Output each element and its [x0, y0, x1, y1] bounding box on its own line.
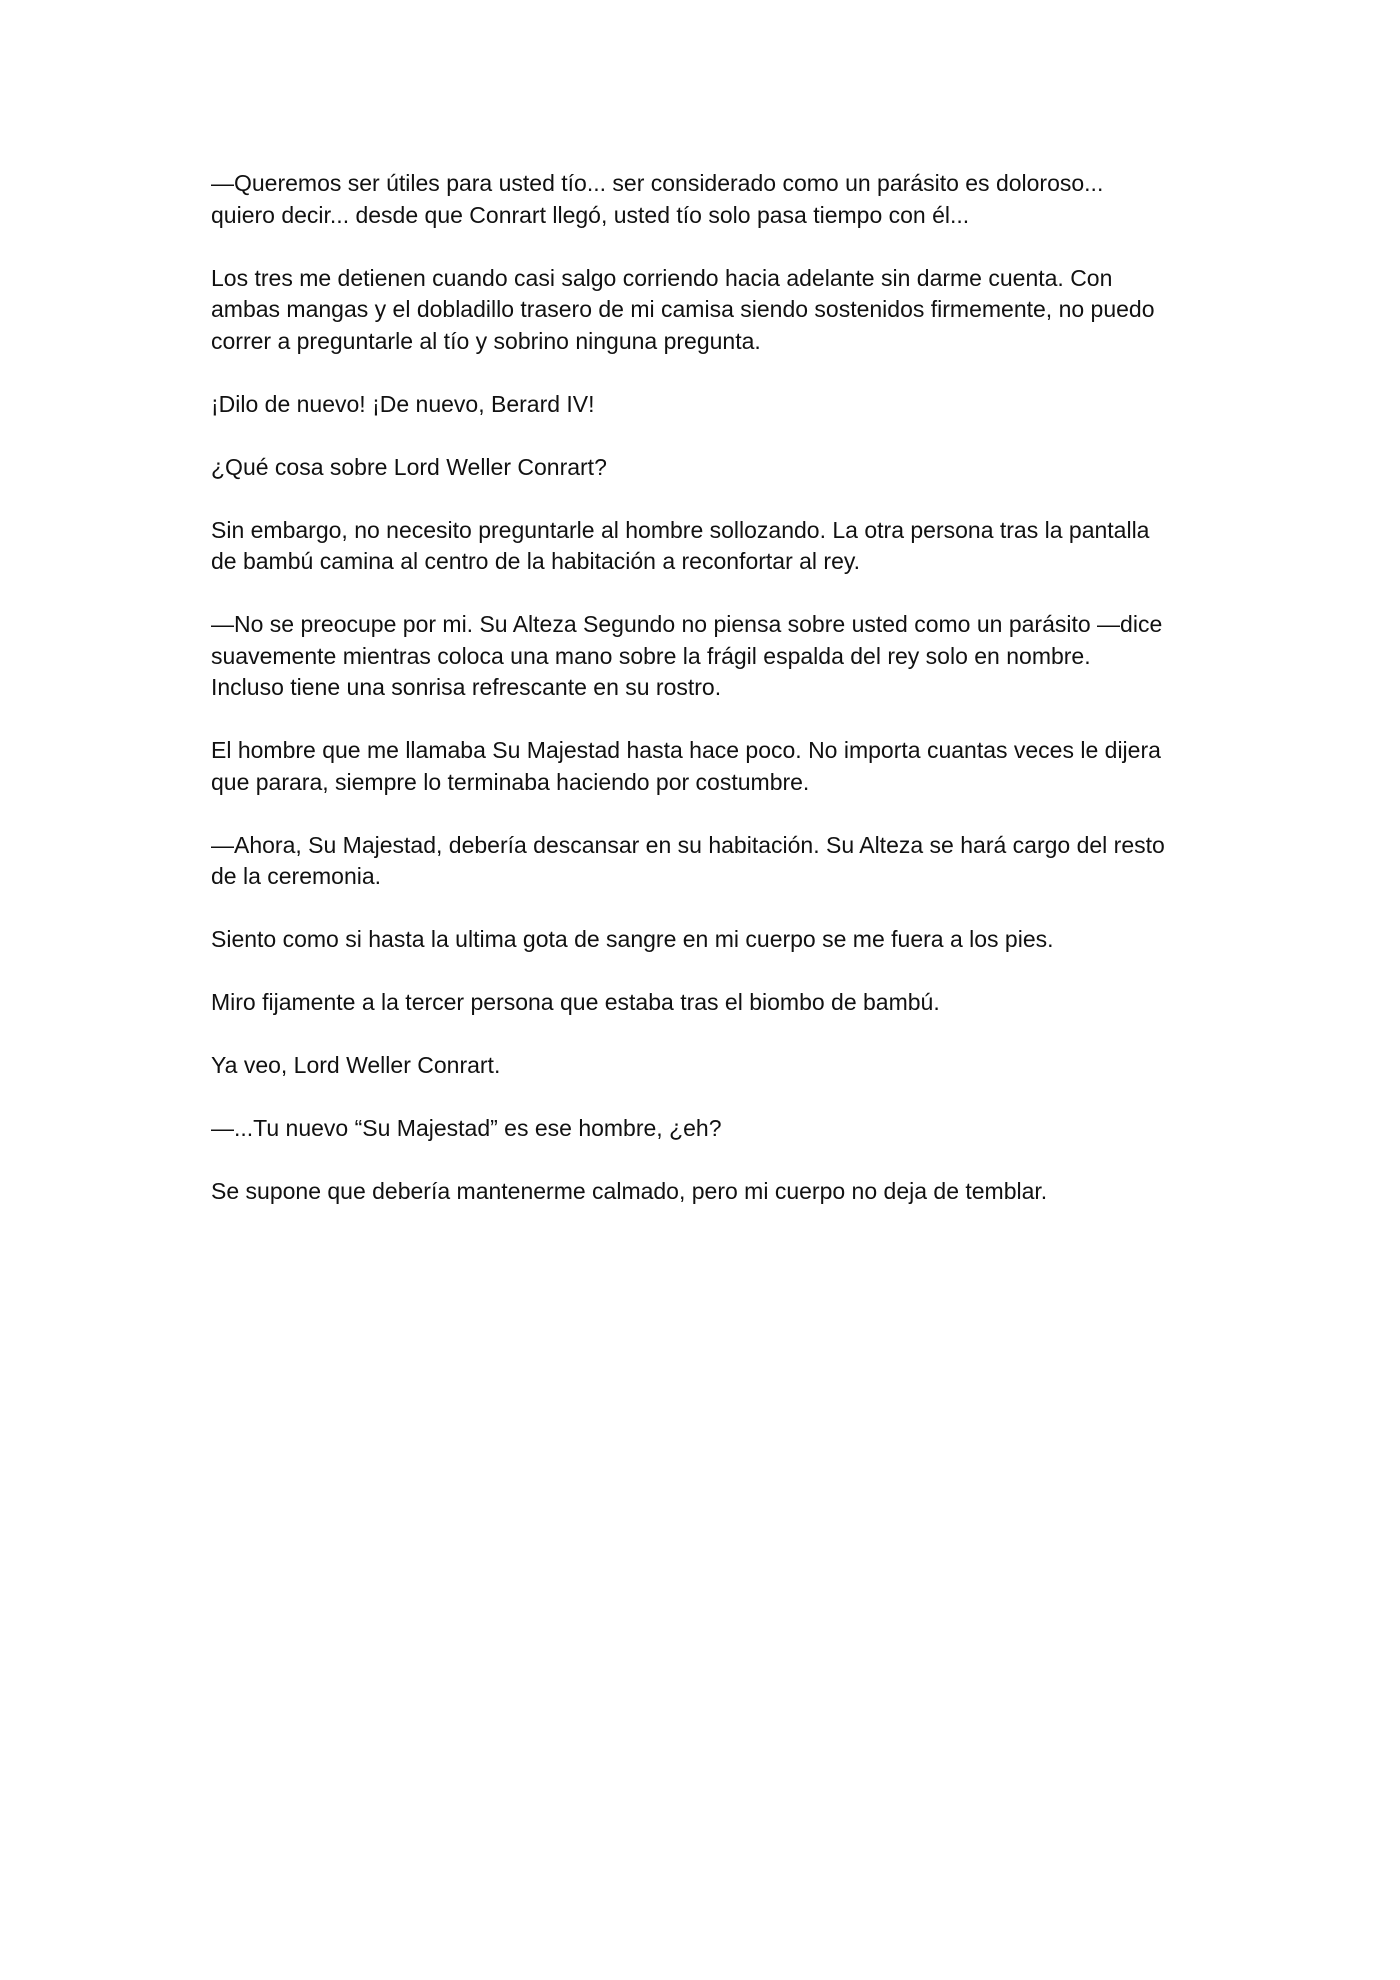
document-body [211, 168, 1201, 1239]
paragraph-7: El hombre que me llamaba Su Majestad hasta hace poco. No importa cuantas veces le dijera que parara, siempre lo terminaba haciendo por costumbre. [211, 737, 1161, 795]
paragraph-9: Siento como si hasta la ultima gota de sangre en mi cuerpo se me fuera a los pies. [211, 926, 1054, 952]
paragraph-12: —...Tu nuevo “Su Majestad” es ese hombre, ¿eh? [211, 1115, 722, 1141]
paragraph-11: Ya veo, Lord Weller Conrart. [211, 1052, 501, 1078]
paragraph-6: —No se preocupe por mi. Su Alteza Segundo no piensa sobre usted como un parásito —dice suavemente mientras coloca una mano sobre la frágil espalda del rey solo en nombre. Incluso tiene una sonrisa refrescante en su rostro. [211, 611, 1163, 700]
paragraph-8: —Ahora, Su Majestad, debería descansar en su habitación. Su Alteza se hará cargo del resto de la ceremonia. [211, 831, 1165, 889]
paragraph-10: Miro fijamente a la tercer persona que estaba tras el biombo de bambú. [211, 989, 940, 1015]
paragraph-5: Sin embargo, no necesito preguntarle al hombre sollozando. La otra persona tras la pantalla de bambú camina al centro de la habitación a reconfortar al rey. [211, 516, 1150, 574]
paragraph-4: ¿Qué cosa sobre Lord Weller Conrart? [211, 453, 607, 480]
paragraph-1: —Queremos ser útiles para usted tío... ser considerado como un parásito es doloroso... quiero decir... desde que Conrart llegó, usted tío solo pasa tiempo con él... [211, 170, 1104, 228]
paragraph-2: Los tres me detienen cuando casi salgo corriendo hacia adelante sin darme cuenta. Con ambas mangas y el dobladillo trasero de mi camisa siendo sostenidos firmemente, no puedo correr a preguntarle al tío y sobrino ninguna pregunta. [211, 264, 1155, 354]
paragraph-13: Se supone que debería mantenerme calmado, pero mi cuerpo no deja de temblar. [211, 1178, 1048, 1204]
paragraph-3: ¡Dilo de nuevo! ¡De nuevo, Berard IV! [211, 390, 595, 417]
